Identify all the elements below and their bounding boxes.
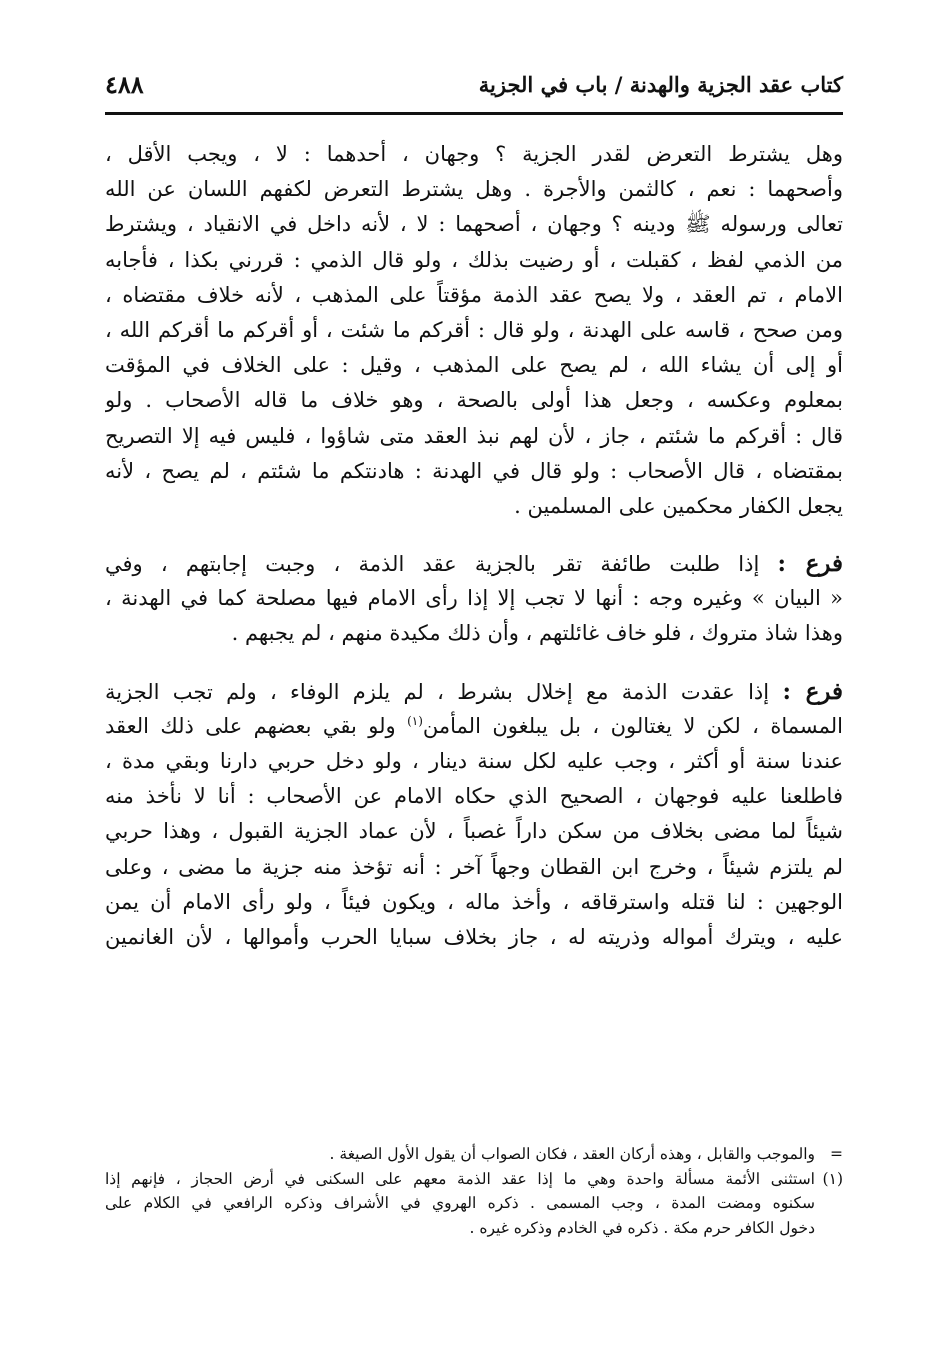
footnote-line: دخول الكافر حرم مكة . ذكره في الخادم وذكره غيره . xyxy=(469,1218,815,1237)
paragraph-3 xyxy=(105,674,843,956)
text-line: شيئاً لما مضى بخلاف من سكن داراً غصباً ، لأن عماد الجزية القبول ، وهذا حربي xyxy=(105,819,843,844)
text-line: أو إلى أن يشاء الله ، لم يصح على المذهب ، وقيل : على الخلاف في المؤقت xyxy=(105,353,843,378)
text-segment: ولو بقي بعضهم على ذلك العقد xyxy=(105,713,408,738)
running-title: كتاب عقد الجزية والهدنة / باب في الجزية xyxy=(478,71,843,97)
text-line: الوجهين : لنا قتله واسترقاقه ، وأخذ ماله ، ويكون فيئاً ، ولو رأى الامام أن يمن xyxy=(105,889,843,914)
branch-first-line: إذا طلبت طائفة تقر بالجزية عقد الذمة ، وجبت إجابتهم ، وفي xyxy=(105,552,760,577)
footnote-marker: (١) xyxy=(822,1169,843,1188)
text-line: وهل يشترط التعرض لقدر الجزية ؟ وجهان ، أحدهما : لا ، ويجب الأقل ، xyxy=(105,142,843,166)
text-line: عندنا سنة أو أكثر ، وجب عليه لكل سنة دينار ، ولو دخل حربي دارنا وبقي مدة ، xyxy=(105,749,843,773)
text-line: يجعل الكفار محكمين على المسلمين . xyxy=(514,493,843,518)
running-header xyxy=(105,62,843,106)
text-line: قال : أقركم ما شئتم ، جاز ، لأن لهم نبذ العقد متى شاؤوا ، فليس فيه إلا التصريح xyxy=(105,423,843,448)
footnote-line: سكنوه ومضت المدة ، وجب المسمى . ذكره الهروي في الأشراف وذكره الرافعي في الكلام على xyxy=(105,1194,815,1212)
footnote-text: استثنى الأئمة مسألة واحدة وهي ما إذا عقد الذمة معهم على السكنى في أرض الحجاز ، فإنهم إذا xyxy=(105,1169,815,1188)
text-line: الامام ، تم العقد ، ولا يصح عقد الذمة مؤقتاً على المذهب ، لأنه خلاف مقتضاه ، xyxy=(105,282,843,307)
text-line: بمعلوم وعكسه ، وجعل هذا أولى بالصحة ، وهو خلاف ما قاله الأصحاب . ولو xyxy=(105,388,843,413)
text-line: « البيان » وغيره وجه : أنها لا تجب إلا إذا رأى الامام فيها مصلحة كما في الهدنة ، xyxy=(105,586,843,611)
text-line: ومن صحح ، قاسه على الهدنة ، ولو قال : أقركم ما شئت ، أو أقركم ما أقركم الله ، xyxy=(105,317,843,342)
text-line: وهذا شاذ متروك ، فلو خاف غائلتهم ، وأن ذلك مكيدة منهم ، لم يجبهم . xyxy=(231,621,843,646)
text-line xyxy=(105,546,843,581)
text-segment: المسماة ، لكن لا يغتالون ، بل يبلغون المأمن xyxy=(422,713,843,738)
paragraph-1 xyxy=(105,137,843,524)
page-number: ٤٨٨ xyxy=(105,69,144,99)
paragraph-gap xyxy=(105,524,843,546)
footnote-continuation xyxy=(105,1142,843,1167)
footnote-line xyxy=(105,1167,843,1192)
branch-first-line: إذا عقدت الذمة مع إخلال بشرط ، لم يلزم الوفاء ، ولم تجب الجزية xyxy=(105,679,770,704)
footnote-continuation-text: والموجب والقابل ، وهذه أركان العقد ، فكان الصواب أن يقول الأول الصيغة . xyxy=(329,1145,815,1163)
paragraph-2 xyxy=(105,546,843,652)
paragraph-gap xyxy=(105,652,843,674)
footnote-reference[interactable]: (١) xyxy=(407,713,423,728)
branch-heading: فرع : xyxy=(777,550,843,578)
branch-heading: فرع : xyxy=(782,677,843,705)
text-line: فاطلعنا عليه فوجهان ، الصحيح الذي حكاه الامام عن الأصحاب : أنا لا نأخذ منه xyxy=(105,784,843,809)
header-rule xyxy=(105,112,843,115)
footnotes xyxy=(105,1142,843,1240)
text-line: لم يلتزم شيئاً ، وخرج ابن القطان وجهاً آخر : أنه تؤخذ منه جزية ما مضى ، وعلى xyxy=(105,854,843,879)
footnote-continuation-marker: = xyxy=(830,1145,843,1163)
main-text xyxy=(105,137,843,955)
text-line: وأصحهما : نعم ، كالثمن والأجرة . وهل يشترط التعرض لكفهم اللسان عن الله xyxy=(105,177,843,202)
text-line xyxy=(105,709,843,744)
text-line xyxy=(105,674,843,709)
text-line: من الذمي لفظ ، كقبلت ، أو رضيت بذلك ، ولو قال الذمي : قررني بكذا ، فأجابه xyxy=(105,247,843,272)
text-line: بمقتضاه ، قال الأصحاب : ولو قال في الهدنة : هادنتكم ما شئتم ، لم يصح ، لأنه xyxy=(105,458,843,483)
text-line: تعالى ورسوله ﷺ ودينه ؟ وجهان ، أصحهما : لا ، لأنه داخل في الانقياد ، ويشترط xyxy=(105,212,843,237)
text-line: عليه ، ويترك أمواله وذريته له ، جاز بخلاف سبايا الحرب وأموالها ، لأن الغانمين xyxy=(105,924,843,949)
